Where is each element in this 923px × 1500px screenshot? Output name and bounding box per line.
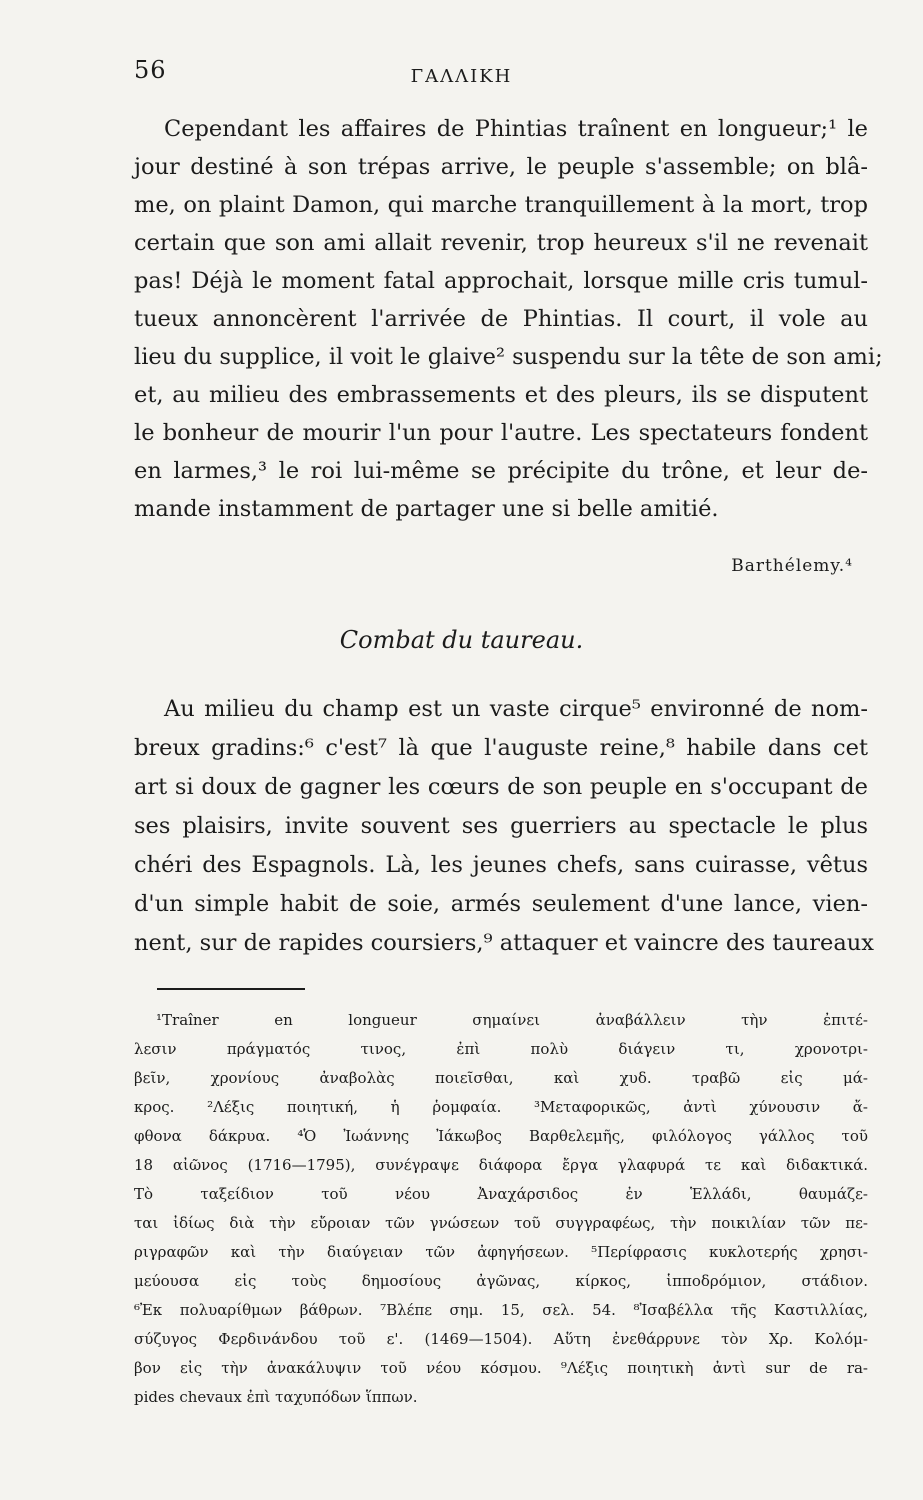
footnote-line: ριγραφῶν καὶ τὴν διαύγειαν τῶν ἀφηγήσεων. ⁵Περίφρασις κυκλοτερής χρησι-: [134, 1243, 868, 1261]
footnote-line: ⁶Ἐκ πολυαρίθμων βάθρων. ⁷Βλέπε σημ. 15, σελ. 54. ⁸Ἰσαβέλλα τῆς Καστιλλίας,: [134, 1301, 868, 1319]
text-line: certain que son ami allait revenir, trop heureux s'il ne revenait: [134, 230, 868, 256]
footnote-rule: [157, 988, 305, 990]
footnote-line: σύζυγος Φερδινάνδου τοῦ ε'. (1469—1504). Αὕτη ἐνεθάρρυνε τὸν Χρ. Κολόμ-: [134, 1330, 868, 1348]
footnote-line: pides chevaux ἐπὶ ταχυπόδων ἵππων.: [134, 1388, 418, 1406]
footnote-line: ται ἰδίως διὰ τὴν εὔροιαν τῶν γνώσεων τοῦ συγγραφέως, τὴν ποικιλίαν τῶν πε-: [134, 1214, 868, 1232]
footnote-line: Τὸ ταξείδιον τοῦ νέου Ἀναχάρσιδος ἐν Ἑλλάδι, θαυμάζε-: [134, 1185, 868, 1203]
text-line: en larmes,³ le roi lui-même se précipite du trône, et leur de-: [134, 458, 868, 484]
text-line: pas! Déjà le moment fatal approchait, lorsque mille cris tumul-: [134, 268, 868, 294]
text-line: le bonheur de mourir l'un pour l'autre. Les spectateurs fondent: [134, 420, 868, 446]
footnote-line: 18 αἰῶνος (1716—1795), συνέγραψε διάφορα ἔργα γλαφυρά τε καὶ διδακτικά.: [134, 1156, 868, 1174]
text-line: Cependant les affaires de Phintias traînent en longueur;¹ le: [164, 116, 868, 142]
text-line: breux gradins:⁶ c'est⁷ là que l'auguste reine,⁸ habile dans cet: [134, 735, 868, 761]
text-line: ses plaisirs, invite souvent ses guerriers au spectacle le plus: [134, 813, 868, 839]
footnote-line: κρος. ²Λέξις ποιητική, ἡ ῥομφαία. ³Μεταφορικῶς, ἀντὶ χύνουσιν ἄ-: [134, 1098, 868, 1116]
text-line: d'un simple habit de soie, armés seulement d'une lance, vien-: [134, 891, 868, 917]
text-line: nent, sur de rapides coursiers,⁹ attaquer et vaincre des taureaux: [134, 930, 874, 956]
footnote-line: μεύουσα εἰς τοὺς δημοσίους ἀγῶνας, κίρκος, ἱπποδρόμιον, στάδιον.: [134, 1272, 868, 1290]
text-line: jour destiné à son trépas arrive, le peuple s'assemble; on blâ-: [134, 154, 868, 180]
running-head: ΓΑΛΛΙΚΗ: [410, 66, 513, 87]
footnote-line: φθονα δάκρυα. ⁴Ὁ Ἰωάννης Ἰάκωβος Βαρθελεμῆς, φιλόλογος γάλλος τοῦ: [134, 1127, 868, 1145]
section-title: Combat du taureau.: [339, 626, 584, 654]
text-line: Au milieu du champ est un vaste cirque⁵ environné de nom-: [164, 696, 868, 722]
footnote-line: λεσιν πράγματός τινος, ἐπὶ πολὺ διάγειν τι, χρονοτρι-: [134, 1040, 868, 1058]
page-number: 56: [134, 56, 167, 84]
footnote-line: ¹Traîner en longueur σημαίνει ἀναβάλλειν τὴν ἐπιτέ-: [156, 1011, 868, 1029]
footnote-line: βεῖν, χρονίους ἀναβολὰς ποιεῖσθαι, καὶ χυδ. τραβῶ εἰς μά-: [134, 1069, 868, 1087]
text-line: lieu du supplice, il voit le glaive² suspendu sur la tête de son ami;: [134, 344, 883, 370]
text-line: art si doux de gagner les cœurs de son peuple en s'occupant de: [134, 774, 868, 800]
text-line: et, au milieu des embrassements et des pleurs, ils se disputent: [134, 382, 868, 408]
author-attribution: Barthélemy.⁴: [731, 556, 853, 576]
footnote-line: βον εἰς τὴν ἀνακάλυψιν τοῦ νέου κόσμου. ⁹Λέξις ποιητικὴ ἀντὶ sur de ra-: [134, 1359, 868, 1377]
text-line: me, on plaint Damon, qui marche tranquillement à la mort, trop: [134, 192, 868, 218]
text-line: mande instamment de partager une si belle amitié.: [134, 496, 719, 522]
text-line: chéri des Espagnols. Là, les jeunes chefs, sans cuirasse, vêtus: [134, 852, 868, 878]
text-line: tueux annoncèrent l'arrivée de Phintias. Il court, il vole au: [134, 306, 868, 332]
